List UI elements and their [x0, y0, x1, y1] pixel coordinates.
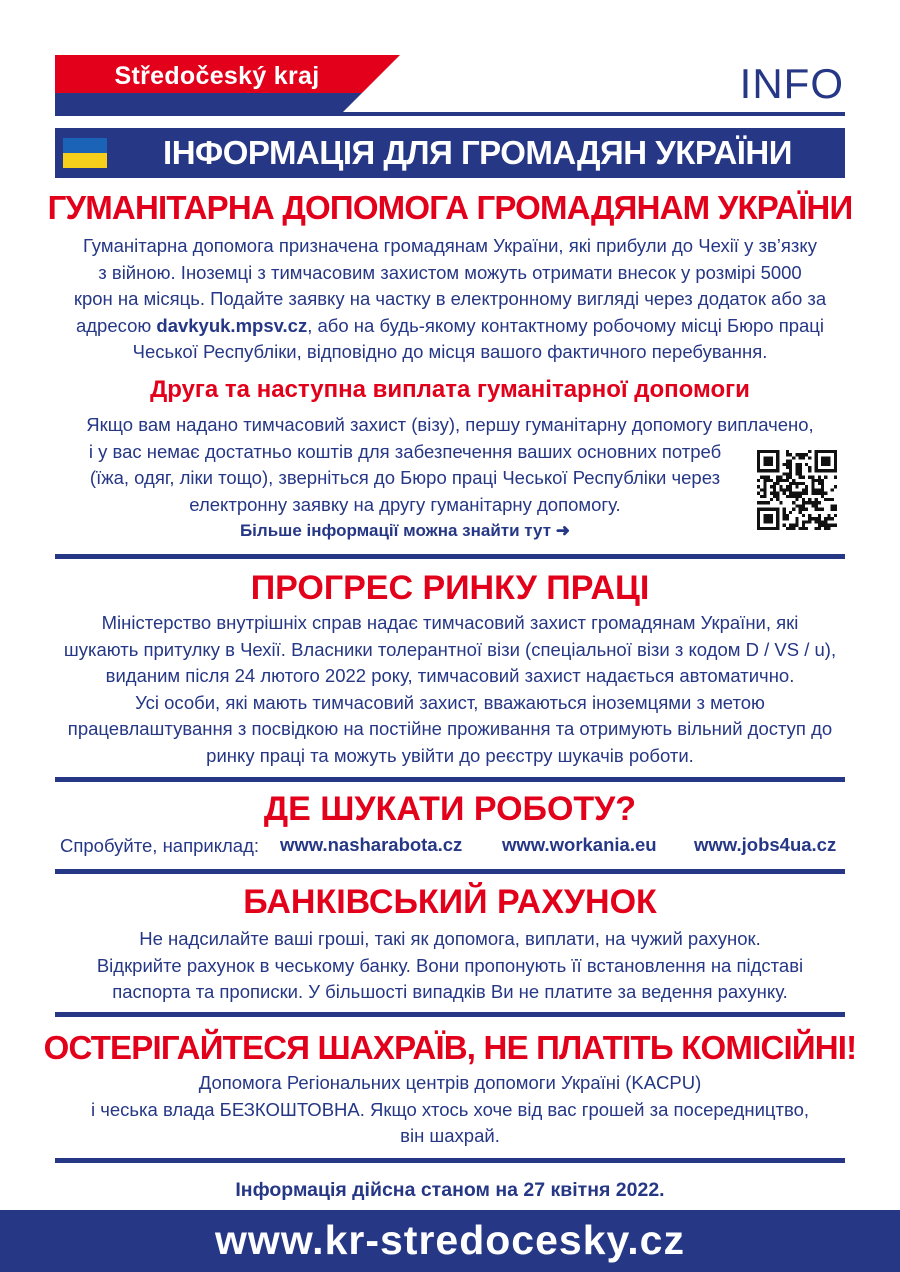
ukraine-flag-icon [63, 138, 107, 168]
jobs-try-label: Спробуйте, наприклад: [60, 835, 260, 856]
validity-note: Інформація дійсна станом на 27 квітня 2022. [235, 1179, 665, 1201]
info-label: INFO [739, 60, 844, 107]
labor-heading: ПРОГРЕС РИНКУ ПРАЦІ [250, 569, 650, 607]
second-payment-line-1: Якщо вам надано тимчасовий захист (візу), першу гуманітарну допомогу виплачено, [86, 414, 814, 435]
second-payment-heading: Друга та наступна виплата гуманітарної допомоги [150, 376, 750, 403]
fraud-line-3: він шахрай. [400, 1125, 500, 1146]
nasharabota-link[interactable]: www.nasharabota.cz [280, 834, 463, 855]
labor-line-3: виданим після 24 лютого 2022 року, тимчасовий захист надається автоматично. [105, 665, 795, 686]
bank-line-3: паспорта та прописки. У більшості випадків Ви не платите за ведення рахунку. [112, 981, 788, 1002]
fraud-line-1: Допомога Регіональних центрів допомоги Україні (KACPU) [198, 1072, 702, 1093]
humanitarian-line-4 [40, 313, 860, 340]
bank-line-2: Відкрийте рахунок в чеському банку. Вони пропонують її встановлення на підставі [96, 954, 804, 976]
fraud-line-2: і чеська влада БЕЗКОШТОВНА. Якщо хтось хоче від вас грошей за посередництво, [90, 1098, 810, 1120]
humanitarian-line-4-prefix: адресою [75, 314, 157, 336]
more-info-link[interactable] [60, 518, 750, 545]
region-name: Středočeský kraj [114, 62, 320, 90]
humanitarian-line-4-suffix: , або на будь-якому контактному робочому місці Бюро праці [307, 314, 825, 336]
labor-line-1: Міністерство внутрішніх справ надає тимчасовий захист громадянам України, які [101, 612, 799, 633]
section-divider [55, 777, 845, 782]
jobs-heading: ДЕ ШУКАТИ РОБОТУ? [263, 790, 637, 828]
humanitarian-line-5: Чеської Республіки, відповідно до місця вашого фактичного перебування. [132, 341, 768, 362]
humanitarian-heading: ГУМАНІТАРНА ДОПОМОГА ГРОМАДЯНАМ УКРАЇНИ [47, 189, 853, 226]
labor-line-6: ринку праці та можуть увійти до реєстру шукачів роботи. [206, 744, 694, 766]
jobs4ua-link[interactable]: www.jobs4ua.cz [694, 834, 837, 855]
fraud-text [40, 1070, 860, 1150]
footer-website-link[interactable]: www.kr-stredocesky.cz [215, 1217, 685, 1263]
humanitarian-line-2: з війною. Іноземці з тимчасовим захистом можуть отримати внесок у розмірі 5000 [98, 261, 802, 283]
second-payment-line-4: електронну заявку на другу гуманітарну допомогу. [189, 493, 621, 515]
more-info-label: Більше інформації можна знайти тут [239, 521, 552, 540]
section-divider [55, 554, 845, 559]
davkyuk-link[interactable]: davkyuk.mpsv.cz [156, 314, 308, 336]
labor-line-2: шукають притулку в Чехії. Власники толерантної візи (спеціальної візи з кодом D / VS / u), [63, 638, 837, 660]
labor-line-4: Усі особи, які мають тимчасовий захист, вважаються іноземцями з метою [135, 691, 765, 713]
fraud-heading: ОСТЕРІГАЙТЕСЯ ШАХРАЇВ, НЕ ПЛАТІТЬ КОМІСІЙНІ! [43, 1029, 857, 1066]
bank-line-1: Не надсилайте ваші гроші, такі як допомога, виплати, на чужий рахунок. [139, 928, 761, 949]
page-title: ІНФОРМАЦІЯ ДЛЯ ГРОМАДЯН УКРАЇНИ [163, 134, 792, 171]
section-divider [55, 1158, 845, 1163]
section-divider [55, 1012, 845, 1017]
humanitarian-text [40, 233, 860, 366]
qr-code-icon[interactable] [757, 450, 837, 530]
labor-text [40, 610, 860, 769]
arrow-right-icon: ➜ [555, 521, 571, 540]
header-divider [55, 112, 845, 116]
bank-text [40, 926, 860, 1006]
humanitarian-line-3: крон на місяць. Подайте заявку на частку в електронному вигляді через додаток або за [73, 288, 827, 309]
second-payment-line-2: і у вас немає достатньо коштів для забезпечення ваших основних потреб [88, 440, 722, 462]
second-payment-line-3: (їжа, одяг, ліки тощо), зверніться до Бюро праці Чеської Республіки через [89, 467, 721, 488]
humanitarian-line-1: Гуманітарна допомога призначена громадянам України, які прибули до Чехії у зв’язку [83, 235, 817, 256]
workania-link[interactable]: www.workania.eu [502, 834, 657, 855]
section-divider [55, 869, 845, 874]
bank-heading: БАНКІВСЬКИЙ РАХУНОК [243, 883, 657, 921]
labor-line-5: працевлаштування з посвідкою на постійне проживання та отримують вільний доступ до [67, 718, 833, 739]
